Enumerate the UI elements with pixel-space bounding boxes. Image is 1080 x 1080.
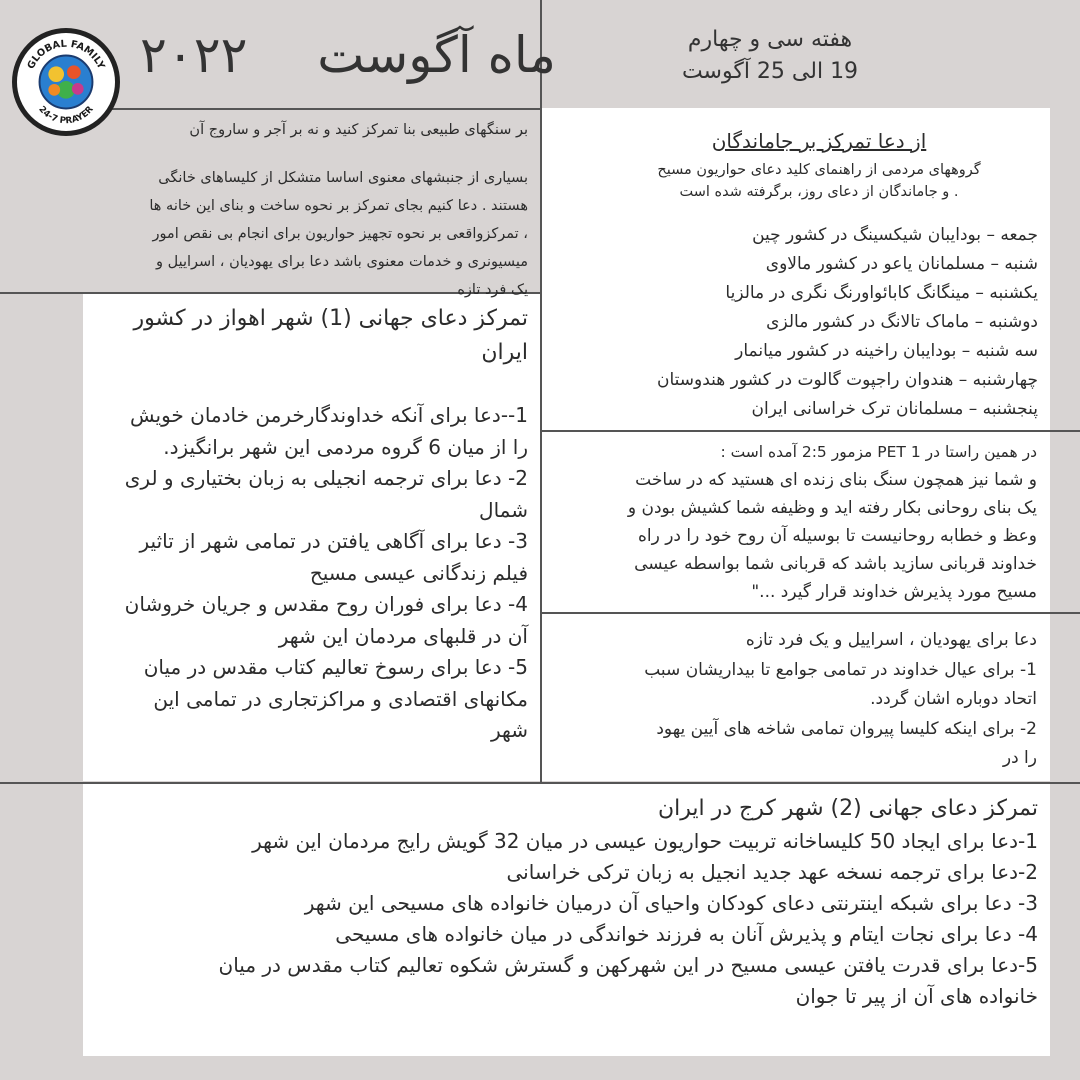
intro-line: بسیاری از جنبشهای معنوی اساسا متشکل از کلیساهای خانگی <box>158 170 528 186</box>
unreached-section <box>560 126 1038 424</box>
scripture-line: در همین راستا در 1 PET مزمور 2:5 آمده است : <box>720 443 1037 461</box>
focus2-item-line: 1-دعا برای ایجاد 50 کلیساخانه تربیت حواریون عیسی در میان 32 گویش رایج مردمان این شهر <box>252 829 1038 853</box>
focus1-item-line: 2- دعا برای ترجمه انجیلی به زبان بختیاری و لری <box>124 466 528 490</box>
scripture-divider-bottom <box>542 612 1080 614</box>
scripture-line: و شما نیز همچون سنگ بنای زنده ای هستید که در ساخت <box>635 470 1037 490</box>
israel-line: اتحاد دوباره اشان گردد. <box>870 689 1037 709</box>
intro-line: بر سنگهای طبیعی بنا تمرکز کنید و نه بر آجر و ساروج آن <box>189 122 528 138</box>
intro-line: ، تمرکزواقعی بر نحوه تجهیز حواریون برای انجام بی نقص امور <box>152 226 528 242</box>
israel-line: را در <box>1002 748 1037 768</box>
focus1-item-line: آن در قلبهای مردمان این شهر <box>278 623 528 648</box>
israel-line: 2- برای اینکه کلیسا پیروان تمامی شاخه های آیین یهود <box>656 718 1037 739</box>
focus1-section <box>96 302 528 747</box>
day-item-wednesday: چهارشنبه – هندوان راجپوت گالوت در کشور هندوستان <box>656 370 1038 390</box>
scripture-line: خداوند قربانی سازید باشد که قربانی شما بواسطه عیسی <box>634 554 1037 574</box>
focus1-item-line: شهر <box>490 718 528 742</box>
focus1-item-line: را از میان 6 گروه مردمی این شهر برانگیزد. <box>163 434 528 459</box>
unreached-subtitle-line: گروههای مردمی از راهنمای کلید دعای حواریون مسیح <box>657 162 981 178</box>
title-year: ۲۰۲۲ <box>140 26 248 84</box>
bottom-section-divider <box>0 782 1080 784</box>
focus2-item-line: خانواده های آن از پیر تا جوان <box>795 984 1038 1008</box>
header-divider-left <box>83 108 540 110</box>
israel-line: دعا برای یهودیان ، اسراییل و یک فرد تازه <box>745 630 1037 650</box>
scripture-divider-top <box>542 430 1080 432</box>
day-item-saturday: شنبه – مسلمانان یاعو در کشور مالاوی <box>765 254 1038 274</box>
scripture-line: وعظ و خطابه روحانیست تا بوسیله آن روح خود را در راه <box>637 526 1037 546</box>
focus1-item-line: 1--دعا برای آنکه خداوندگارخرمن خادمان خویش <box>130 403 528 427</box>
israel-section <box>555 626 1037 774</box>
week-dates: 19 الی 25 آگوست <box>681 59 859 84</box>
logo-top-text: GLOBAL FAMILY <box>25 38 107 71</box>
title-month: ماه آگوست <box>317 26 556 84</box>
unreached-days-list <box>560 221 1038 424</box>
focus1-item-line: 3- دعا برای آگاهی یافتن در تمامی شهر از تاثیر <box>139 529 528 553</box>
scripture-line: یک بنای روحانی بکار رفته اید و وظیفه شما کشیش بودن و <box>627 498 1037 518</box>
scripture-section <box>555 438 1037 606</box>
intro-line: هستند . دعا کنیم بجای تمرکز بر نحوه ساخت و بنای این خانه ها <box>149 198 528 214</box>
logo-bottom-text: 24-7 PRAYER <box>36 104 96 127</box>
scripture-line: مسیح مورد پذیرش خداوند قرار گیرد ..." <box>751 582 1037 602</box>
focus1-items <box>96 400 528 747</box>
intro-line: یک فرد تازه <box>457 282 528 298</box>
focus1-item-line: شمال <box>479 497 528 522</box>
focus1-title <box>96 302 528 370</box>
center-divider <box>540 0 542 783</box>
intro-line: میسیونری و خدمات معنوی باشد دعا برای یهودیان ، اسراییل و <box>155 254 528 270</box>
focus1-title-line: تمرکز دعای جهانی (1) شهر اهواز در کشور <box>133 306 528 331</box>
focus2-title: تمرکز دعای جهانی (2) شهر کرج در ایران <box>657 796 1038 821</box>
focus2-item-line: 4- دعا برای نجات ایتام و پذیرش آنان به فرزند خواندگی در میان خانواده های مسیحی <box>335 922 1038 946</box>
focus2-items <box>100 826 1038 1012</box>
focus2-item-line: 5-دعا برای قدرت یافتن عیسی مسیح در این شهرکهن و گسترش شکوه تعالیم کتاب مقدس در میان <box>218 953 1038 977</box>
focus1-title-line: ایران <box>481 340 528 365</box>
week-heading <box>600 24 940 88</box>
focus1-item-line: 4- دعا برای فوران روح مقدس و جریان خروشان <box>124 592 528 616</box>
focus2-section <box>100 792 1038 1012</box>
day-item-thursday: پنجشنبه – مسلمانان ترک خراسانی ایران <box>751 399 1038 419</box>
intro-text <box>96 116 528 304</box>
day-item-tuesday: سه شنبه – بودایبان راخینه در کشور میانمار <box>735 341 1038 361</box>
day-item-friday: جمعه – بودایبان شیکسینگ در کشور چین <box>752 225 1038 245</box>
day-item-monday: دوشنبه – ماماک تالانگ در کشور مالزی <box>766 312 1038 332</box>
focus2-item-line: 2-دعا برای ترجمه نسخه عهد جدید انجیل به زبان ترکی خراسانی <box>506 860 1038 884</box>
week-number: هفته سی و چهارم <box>687 27 853 52</box>
unreached-title: از دعا تمرکز بر جاماندگان <box>711 129 927 153</box>
day-item-sunday: یکشنبه – مینگانگ کابائواورنگ نگری در مالزیا <box>725 283 1038 303</box>
focus1-item-line: 5- دعا برای رسوخ تعالیم کتاب مقدس در میان <box>143 655 528 679</box>
focus2-item-line: 3- دعا برای شبکه اینترنتی دعای کودکان واحیای آن درمیان خانواده های مسیحی این شهر <box>304 891 1038 915</box>
page-title <box>140 26 556 96</box>
focus1-item-line: مکانهای اقتصادی و مراکزتجاری در تمامی این <box>153 686 528 711</box>
unreached-subtitle <box>600 159 1038 203</box>
intro-line <box>96 144 528 164</box>
unreached-subtitle-line: . و جاماندگان از دعای روز، برگرفته شده است <box>679 184 959 200</box>
focus1-item-line: فیلم زندگانی عیسی مسیح <box>309 560 528 585</box>
israel-line: 1- برای عیال خداوند در تمامی جوامع تا بیداریشان سبب <box>644 659 1037 680</box>
